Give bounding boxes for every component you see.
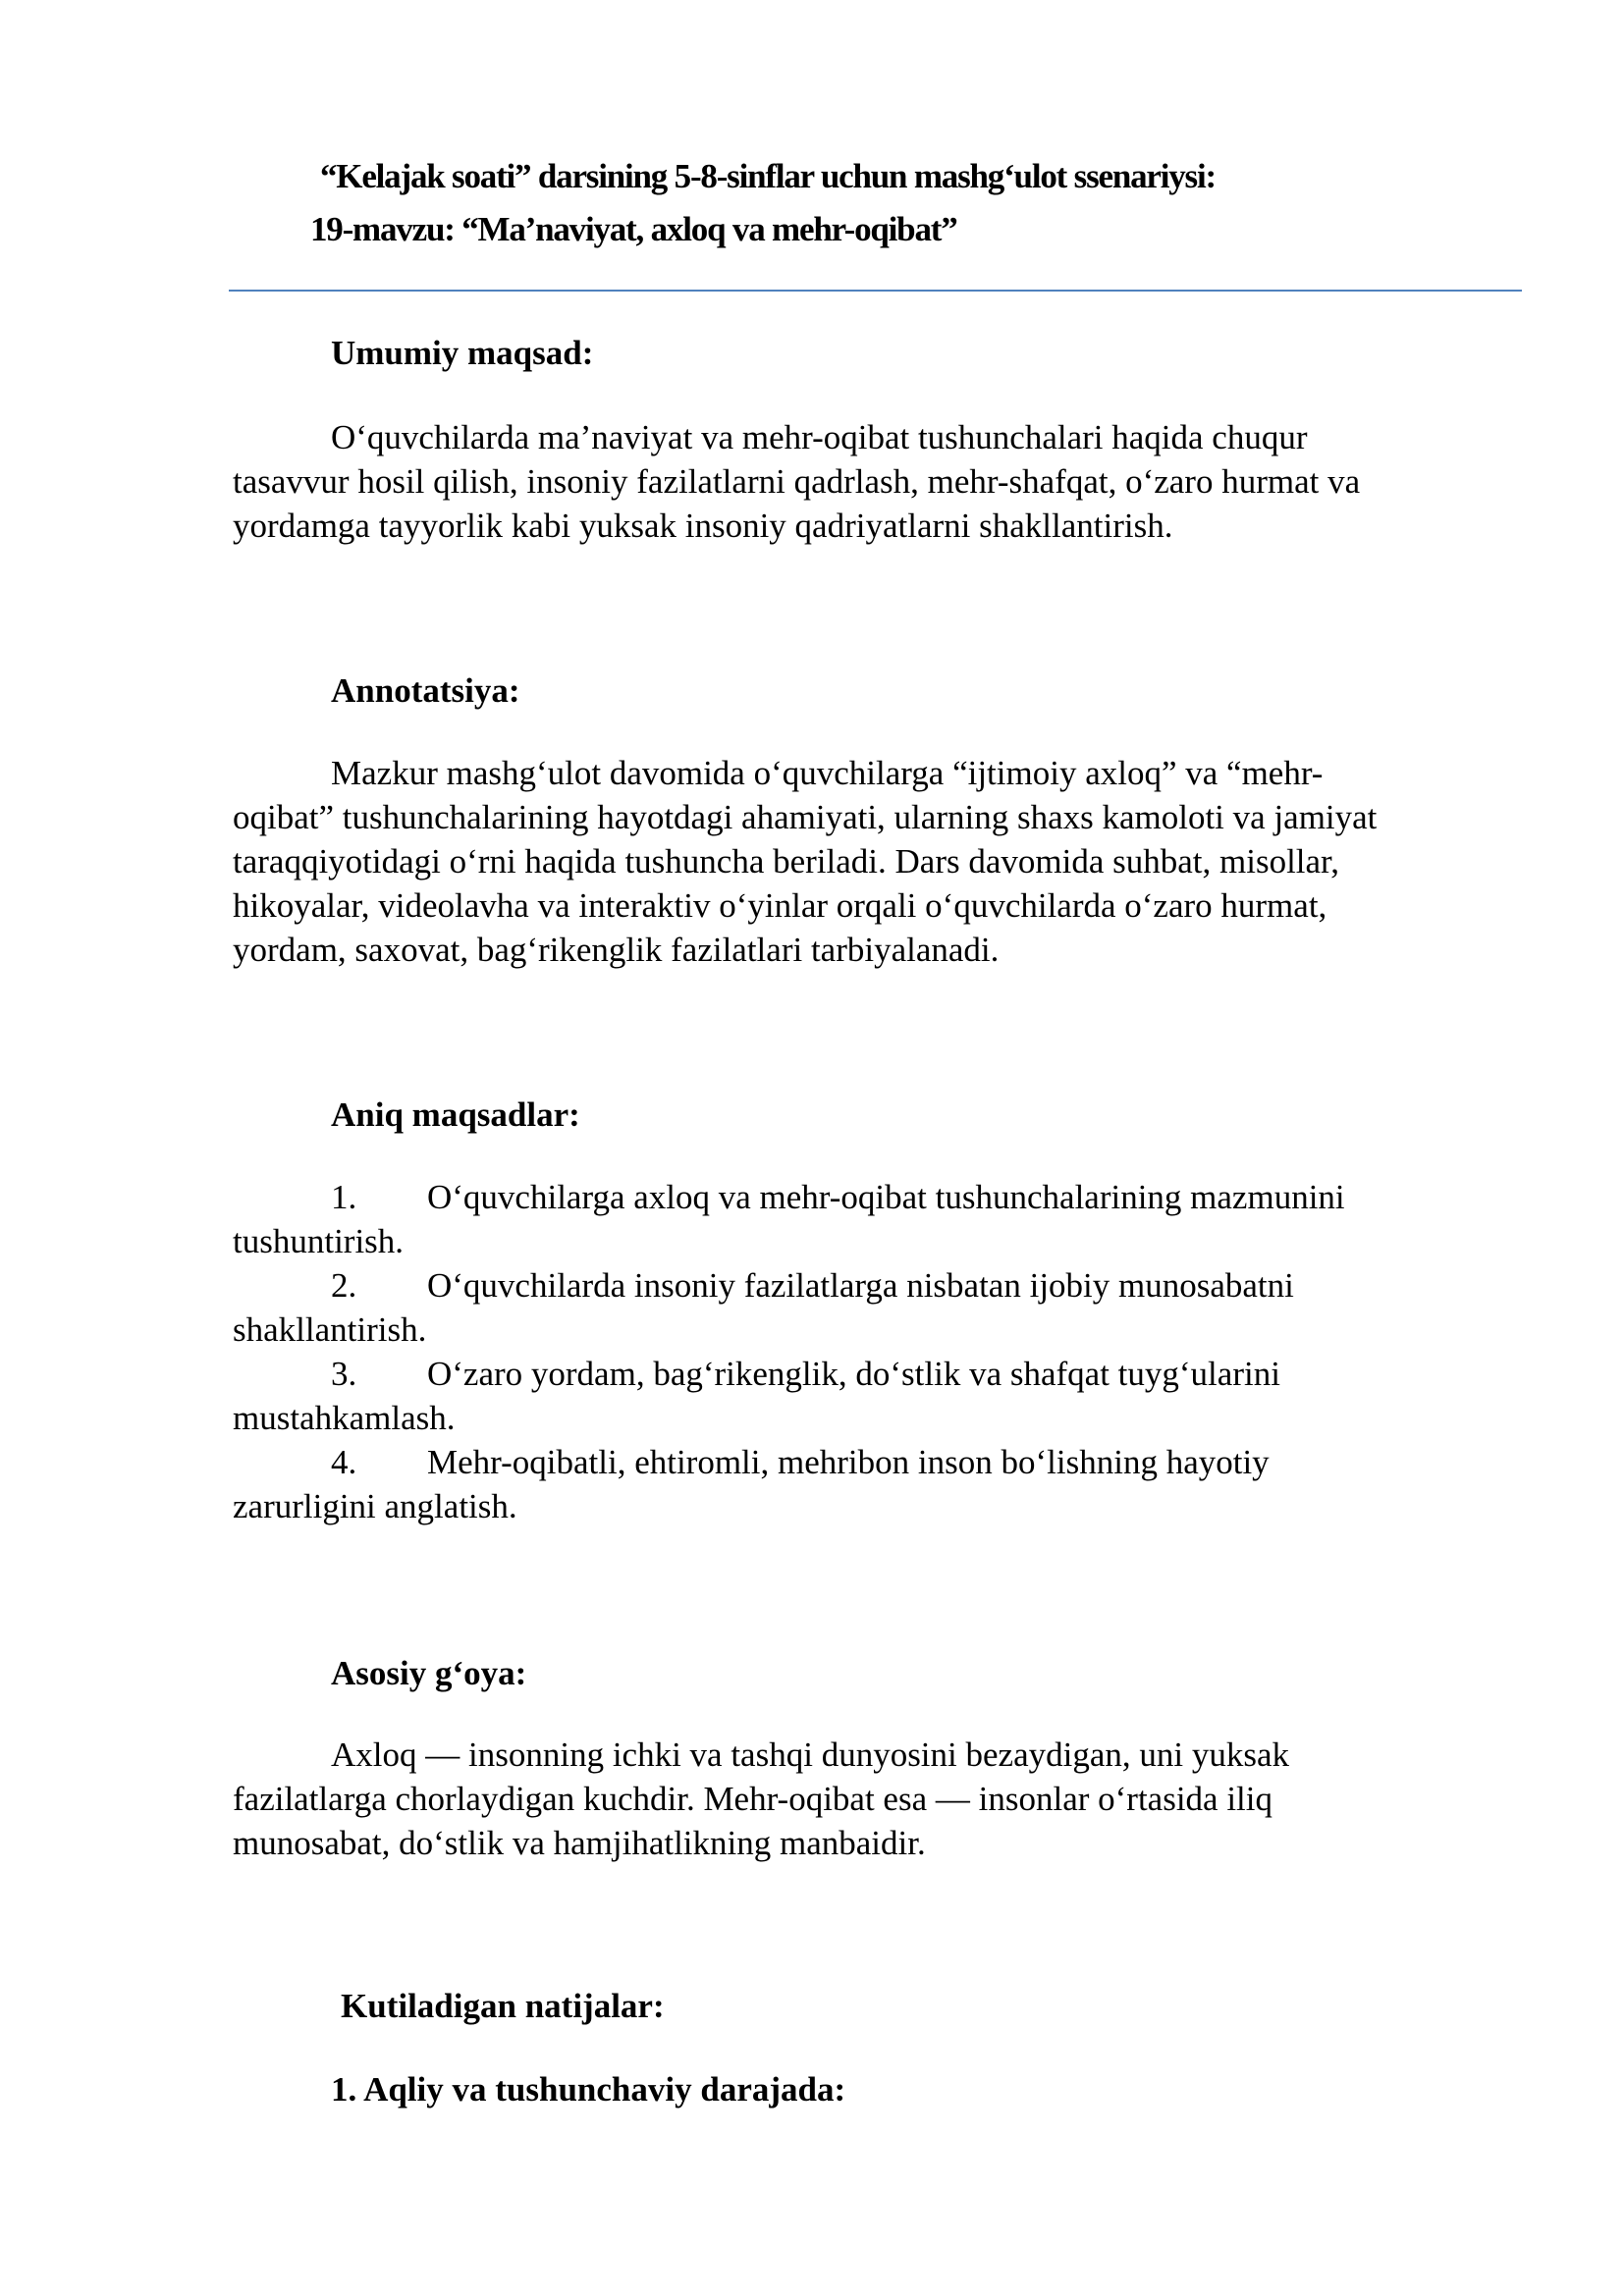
list-number: 4. <box>331 1443 357 1481</box>
paragraph-line: oqibat” tushunchalarining hayotdagi ahamiyati, ularning shaxs kamoloti va jamiyat <box>233 798 1378 836</box>
list-item-text: Mehr-oqibatli, ehtiromli, mehribon inson bo‘lishning hayotiy <box>427 1443 1270 1481</box>
list-item-continuation: mustahkamlash. <box>233 1399 456 1437</box>
paragraph-line: yordamga tayyorlik kabi yuksak insoniy qadriyatlarni shakllantirish. <box>233 507 1173 545</box>
list-item-text: O‘quvchilarga axloq va mehr-oqibat tushunchalarining mazmunini <box>427 1178 1345 1216</box>
list-number: 2. <box>331 1266 357 1305</box>
paragraph-annotatsiya <box>233 751 1529 972</box>
document-title-line-1: “Kelajak soati” darsining 5-8-sinflar uchun mashg‘ulot ssenariysi: <box>320 157 1216 195</box>
list-item-2 <box>233 1263 1529 1352</box>
list-item-4 <box>233 1440 1529 1528</box>
heading-umumiy-maqsad: Umumiy maqsad: <box>331 334 594 372</box>
list-item-text: O‘zaro yordam, bag‘rikenglik, do‘stlik va shafqat tuyg‘ularini <box>427 1355 1280 1393</box>
list-number: 3. <box>331 1355 357 1393</box>
heading-asosiy-goya: Asosiy g‘oya: <box>331 1654 527 1692</box>
heading-aniq-maqsadlar: Aniq maqsadlar: <box>331 1095 580 1134</box>
paragraph-line: taraqqiyotidagi o‘rni haqida tushuncha beriladi. Dars davomida suhbat, misollar, <box>233 842 1340 881</box>
list-item-continuation: tushuntirish. <box>233 1222 405 1260</box>
list-item-continuation: zarurligini anglatish. <box>233 1487 517 1525</box>
paragraph-line: yordam, saxovat, bag‘rikenglik fazilatlari tarbiyalanadi. <box>233 931 1000 969</box>
heading-kutiladigan-natijalar: Kutiladigan natijalar: <box>341 1987 665 2025</box>
paragraph-line: Mazkur mashg‘ulot davomida o‘quvchilarga “ijtimoiy axloq” va “mehr- <box>331 754 1324 792</box>
heading-annotatsiya: Annotatsiya: <box>331 671 520 710</box>
paragraph-line: fazilatlarga chorlaydigan kuchdir. Mehr-oqibat esa — insonlar o‘rtasida iliq <box>233 1780 1273 1818</box>
paragraph-asosiy-goya <box>233 1733 1529 1865</box>
paragraph-line: hikoyalar, videolavha va interaktiv o‘yinlar orqali o‘quvchilarda o‘zaro hurmat, <box>233 886 1327 925</box>
list-item-1 <box>233 1175 1529 1263</box>
list-item-text: O‘quvchilarda insoniy fazilatlarga nisbatan ijobiy munosabatni <box>427 1266 1294 1305</box>
list-number: 1. <box>331 1178 357 1216</box>
subheading-aqliy-daraja: 1. Aqliy va tushunchaviy darajada: <box>331 2070 846 2109</box>
list-item-3 <box>233 1352 1529 1440</box>
list-item-continuation: shakllantirish. <box>233 1310 427 1349</box>
paragraph-line: O‘quvchilarda ma’naviyat va mehr-oqibat tushunchalari haqida chuqur <box>331 418 1308 456</box>
paragraph-line: tasavvur hosil qilish, insoniy fazilatlarni qadrlash, mehr-shafqat, o‘zaro hurmat va <box>233 462 1361 501</box>
document-title-line-2: 19-mavzu: “Ma’naviyat, axloq va mehr-oqibat” <box>310 210 957 248</box>
paragraph-umumiy-maqsad <box>233 415 1529 548</box>
paragraph-line: munosabat, do‘stlik va hamjihatlikning manbaidir. <box>233 1824 926 1862</box>
title-divider <box>229 290 1522 292</box>
paragraph-line: Axloq — insonning ichki va tashqi dunyosini bezaydigan, uni yuksak <box>331 1735 1290 1774</box>
